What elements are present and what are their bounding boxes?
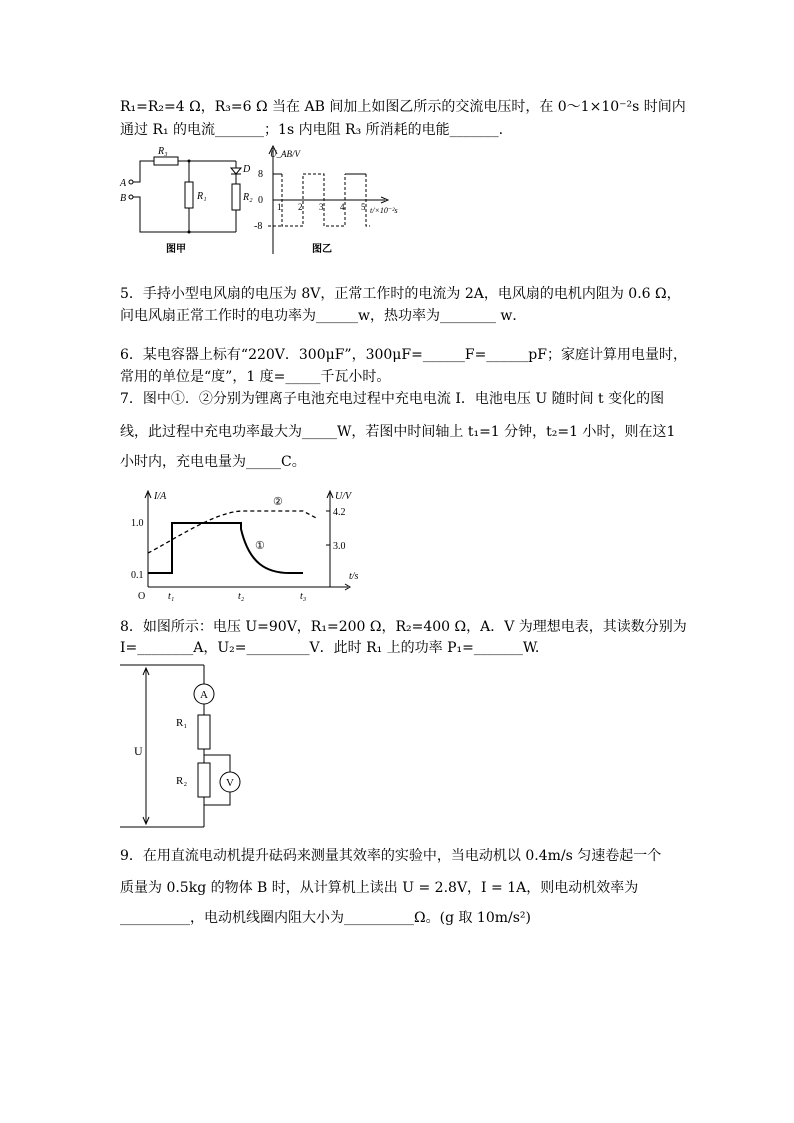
q9-line-3: __________，电动机线圈内阻大小为__________Ω。(g 取 10m/s²) xyxy=(120,910,531,926)
axis-x-label: t/×10⁻²s xyxy=(370,206,398,215)
series-1-current xyxy=(148,523,303,573)
y-left-label: I/A xyxy=(154,491,167,502)
tick-5: 5 xyxy=(361,202,366,212)
x-tick-t3: t₃ xyxy=(300,591,307,602)
label-r1: R₁ xyxy=(176,717,188,729)
series-2-voltage xyxy=(148,511,318,553)
caption-yi: 图乙 xyxy=(312,244,332,255)
label-d: D xyxy=(243,164,251,175)
q9-line-2: 质量为 0.5kg 的物体 B 时，从计算机上读出 U = 2.8V，I = 1A，则电动机效率为 xyxy=(120,880,639,896)
x-tick-t1: t₁ xyxy=(168,591,175,602)
label-r2: R₂ xyxy=(176,775,188,787)
q8-line-2: I=________A，U₂=_________V．此时 R₁ 上的功率 P₁=_______W. xyxy=(120,640,540,656)
q5-line-1: 5．手持小型电风扇的电压为 8V，正常工作时的电流为 2A，电风扇的电机内阻为 0.6 Ω， xyxy=(120,286,681,302)
square-wave-figure-yi xyxy=(250,140,420,260)
q7-line-1: 7．图中①．②分别为锂离子电池充电过程中充电电流 I．电池电压 U 随时间 t 变化的图 xyxy=(120,391,665,407)
q6-line-2: 常用的单位是“度”，1 度=_____千瓦小时。 xyxy=(120,369,391,385)
ammeter-label: A xyxy=(200,689,208,701)
q4-line-1: R₁=R₂=4 Ω，R₃=6 Ω 当在 AB 间加上如图乙所示的交流电压时，在 0～1×10⁻²s 时间内 xyxy=(120,99,686,115)
x-tick-t2: t₂ xyxy=(238,591,245,602)
circuit-figure-jia xyxy=(118,142,258,260)
right-tick-4-2: 4.2 xyxy=(333,507,346,518)
tick-3: 3 xyxy=(319,202,324,212)
tick-8: 8 xyxy=(258,169,263,180)
q8-line-1: 8．如图所示：电压 U=90V，R₁=200 Ω，R₂=400 Ω，A．V 为理想电表，其读数分别为 xyxy=(120,619,687,635)
tick-2: 2 xyxy=(298,202,303,212)
label-b: B xyxy=(120,193,127,204)
y-right-label: U/V xyxy=(335,491,352,502)
junction-dot xyxy=(188,231,191,234)
label-r2: R₂ xyxy=(243,192,253,203)
q7-line-3: 小时内，充电电量为_____C。 xyxy=(120,454,306,470)
q7-line-2: 线，此过程中充电功率最大为_____W，若图中时间轴上 t₁=1 分钟，t₂=1 小时，则在这1 xyxy=(120,424,676,440)
tick-4: 4 xyxy=(340,202,345,212)
series-2-label: ② xyxy=(273,496,283,508)
circuit-figure-q8 xyxy=(120,660,260,830)
series-1-label: ① xyxy=(255,540,265,552)
tick-neg8: -8 xyxy=(254,221,263,232)
label-r1: R₁ xyxy=(197,191,207,202)
tick-1: 1 xyxy=(277,202,282,212)
left-tick-1-0: 1.0 xyxy=(131,518,144,529)
label-u: U xyxy=(134,744,143,758)
voltmeter-label: V xyxy=(226,777,234,789)
left-tick-0-1: 0.1 xyxy=(131,570,144,581)
q5-line-2: 问电风扇正常工作时的电功率为______w，热功率为________ w． xyxy=(120,308,527,324)
q4-line-2: 通过 R₁ 的电流_______；1s 内电阻 R₃ 所消耗的电能_______. xyxy=(120,122,504,138)
caption-jia: 图甲 xyxy=(166,244,186,255)
label-r3: R₃ xyxy=(158,146,168,157)
axis-y-label: U_AB/V xyxy=(270,149,300,159)
label-a: A xyxy=(120,178,127,189)
charging-chart xyxy=(128,487,368,607)
q6-line-1: 6．某电容器上标有“220V．300μF”，300μF=______F=______pF；家庭计算用电量时， xyxy=(120,347,687,363)
junction-dot xyxy=(188,160,191,163)
q9-line-1: 9．在用直流电动机提升砝码来测量其效率的实验中，当电动机以 0.4m/s 匀速卷起一个 xyxy=(120,848,662,864)
x-axis-label: t/s xyxy=(349,571,359,582)
right-tick-3-0: 3.0 xyxy=(333,541,346,552)
x-tick-origin: O xyxy=(138,591,146,602)
tick-0: 0 xyxy=(258,195,263,206)
